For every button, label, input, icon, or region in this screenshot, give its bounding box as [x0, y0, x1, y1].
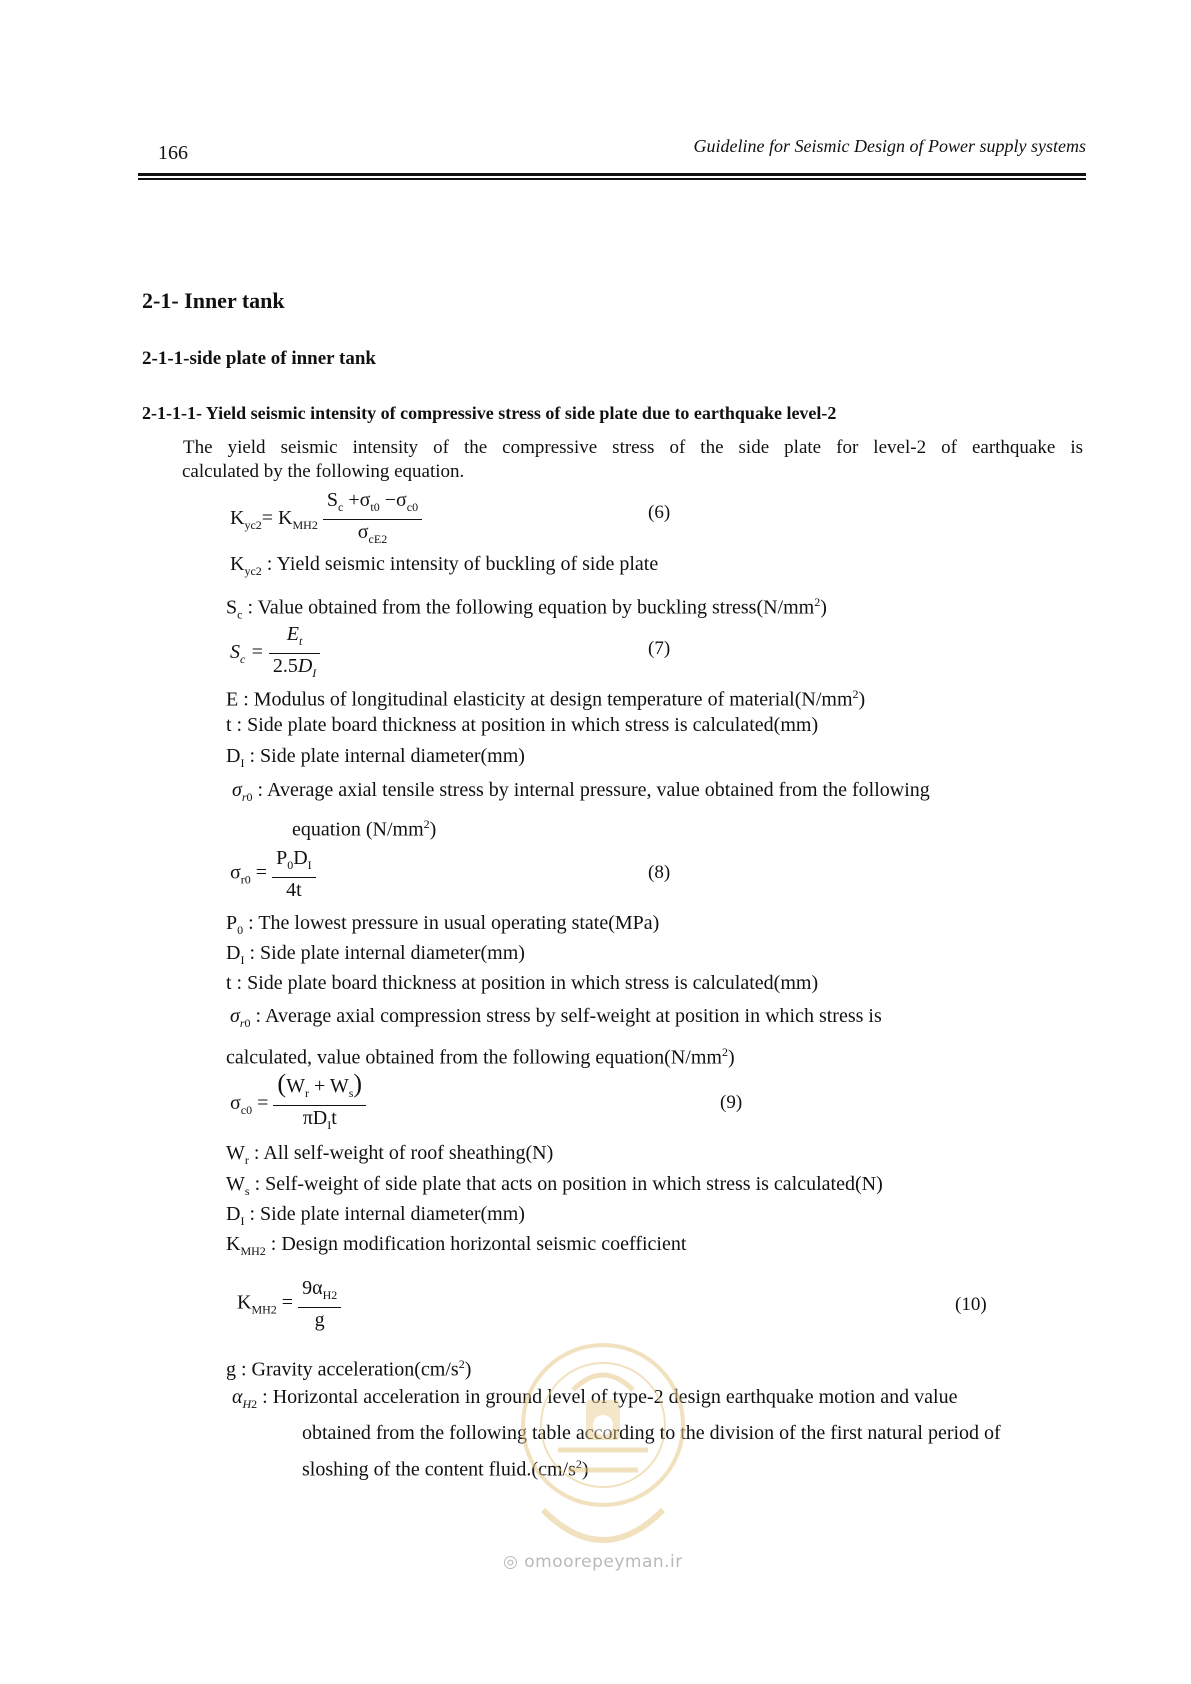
def-di-3: $D_I$ : Side plate internal diameter(mm) — [226, 1203, 525, 1228]
def-g: g : Gravity $acceleration(cm/s^2)$ — [226, 1357, 472, 1381]
def-sigma-r0-compression-cont: calculated, value obtained from the following $equation(N/mm^2)$ — [226, 1045, 735, 1069]
equation-6-number: (6) — [648, 502, 671, 523]
intro-line-1: The yield seismic intensity of the compressive stress of the side plate for level-2 of earthquake is — [183, 437, 1083, 458]
intro-paragraph — [183, 436, 1083, 460]
def-e: E : Modulus of longitudinal elasticity at design temperature of $material(N/mm^2)$ — [226, 687, 866, 711]
equation-9-number: (9) — [720, 1092, 743, 1113]
running-title: Guideline for Seismic Design of Power supply systems — [693, 136, 1086, 156]
def-p0: $P_0$ : The lowest pressure in usual operating state(MPa) — [226, 912, 660, 937]
def-sc: $S_c$ : Value obtained from the following equation by buckling $stress(N/mm^2)$ — [226, 595, 827, 622]
subsection-heading: 2-1-1-side plate of inner tank — [142, 348, 376, 369]
def-sigma-r0-tensile-cont: equation $(N/mm^2)$ — [292, 817, 437, 841]
equation-8-number: (8) — [648, 862, 671, 883]
header-rule-thin — [138, 178, 1086, 180]
def-ws: $W_s$ : Self-weight of side plate that acts on position in which stress is calculated(N) — [226, 1173, 883, 1198]
equation-10: $K_{MH2}$ = $\frac{9\alpha_{H2}}{g}$ — [237, 1276, 341, 1332]
def-kmh2: $K_{MH2}$ : Design modification horizontal seismic coefficient — [226, 1233, 687, 1258]
equation-9: $\sigma_{c0}$ = $\frac{(W_r + W_s)}{\pi D_It}$ — [230, 1072, 366, 1137]
equation-6: $K_{yc2}= K_{MH2}$ $\frac{S_c +\sigma_{t0} -\sigma_{c0}}{\sigma_{cE2}}$ — [230, 488, 422, 551]
watermark-text: ◎ omoorepeyman.ir — [503, 1552, 683, 1572]
watermark-seal-icon — [498, 1330, 708, 1590]
def-sigma-r0-tensile: $\sigma_{r0}$ : Average axial tensile stress by internal pressure, value obtained from the following — [232, 779, 930, 804]
equation-8: $\sigma_{r0}$ = $\frac{P_0D_I}{4t}$ — [230, 846, 316, 902]
intro-line-2: calculated by the following equation. — [182, 461, 465, 482]
subsubsection-heading: 2-1-1-1- Yield seismic intensity of compressive stress of side plate due to earthquake level-2 — [142, 403, 837, 423]
def-di-2: $D_I$ : Side plate internal diameter(mm) — [226, 942, 525, 967]
section-heading: 2-1- Inner tank — [142, 288, 285, 313]
def-wr: $W_r$ : All self-weight of roof sheathing(N) — [226, 1142, 554, 1167]
equation-7-number: (7) — [648, 638, 671, 659]
def-t-1: t : Side plate board thickness at position in which stress is calculated(mm) — [226, 714, 819, 736]
def-alpha-h2-cont-1: obtained from the following table according to the division of the first natural period of — [302, 1422, 1001, 1444]
def-alpha-h2: $\alpha_{H2}$ : Horizontal acceleration in ground level of type-2 design earthquake motion and value — [232, 1386, 958, 1411]
def-di-1: $D_I$ : Side plate internal diameter(mm) — [226, 745, 525, 770]
header-rule-thick — [138, 173, 1086, 176]
def-t-2: t : Side plate board thickness at position in which stress is calculated(mm) — [226, 972, 819, 994]
equation-10-number: (10) — [955, 1294, 987, 1315]
def-alpha-h2-cont-2: sloshing of the content $fluid.(cm/s^2)$ — [302, 1457, 589, 1481]
def-kyc2: $K_{yc2}$ : Yield seismic intensity of buckling of side plate — [230, 553, 659, 578]
equation-7: $S_c$ = $\frac{E_t}{2.5D_I}$ — [230, 622, 320, 685]
def-sigma-r0-compression: $\sigma_{r0}$ : Average axial compression stress by self-weight at position in which stress is — [230, 1005, 882, 1030]
page-number: 166 — [158, 142, 188, 164]
